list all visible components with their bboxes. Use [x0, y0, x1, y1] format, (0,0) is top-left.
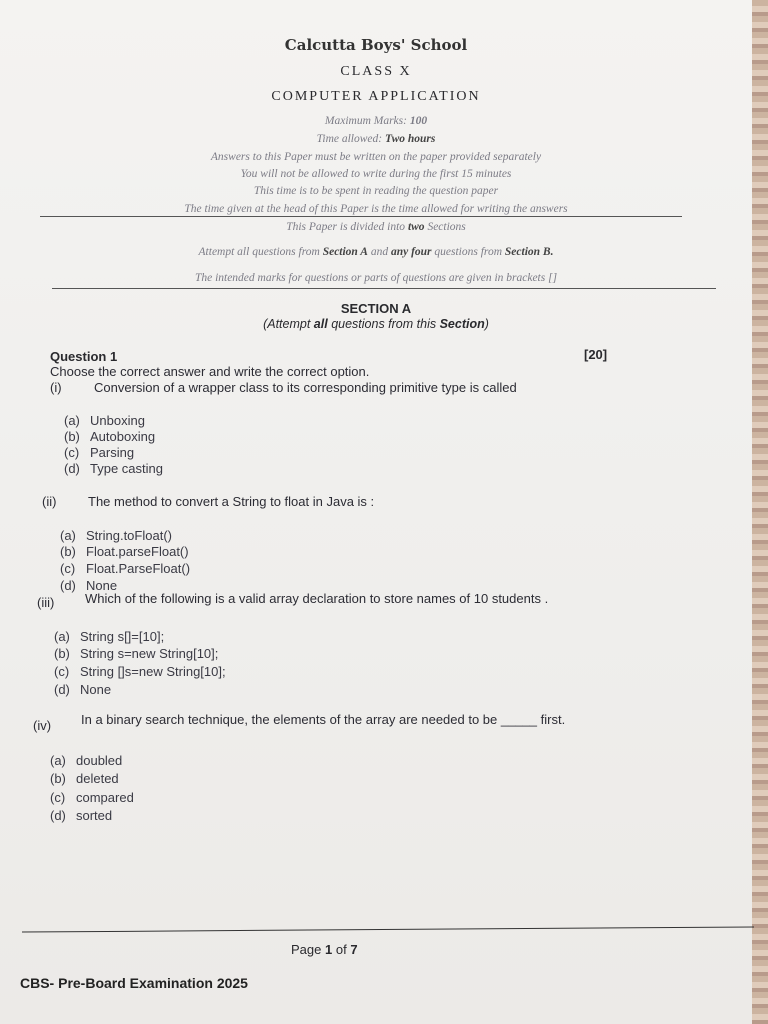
part-question: In a binary search technique, the elements of the array are needed to be _____ first. — [81, 712, 566, 727]
option-item: (d) Type casting — [64, 461, 163, 476]
part-question: Conversion of a wrapper class to its corresponding primitive type is called — [94, 380, 517, 395]
option-item: (c) Float.ParseFloat() — [60, 561, 191, 576]
instruction-line-5: This Paper is divided into two Sections — [286, 221, 466, 233]
instruction-line-3: This time is to be spent in reading the question paper — [253, 185, 499, 197]
exam-name: CBS- Pre-Board Examination 2025 — [20, 975, 248, 991]
max-marks: Maximum Marks: 100 — [324, 115, 428, 127]
school-name: Calcutta Boys' School — [284, 36, 468, 54]
instruction-line-1: Answers to this Paper must be written on the paper provided separately — [210, 151, 542, 163]
part-question: The method to convert a String to float in Java is : — [88, 494, 375, 509]
option-item: (b) deleted — [50, 771, 119, 786]
divider-rule — [52, 288, 716, 289]
option-item: (c) String []s=new String[10]; — [54, 664, 226, 679]
option-item: (b) String s=new String[10]; — [54, 646, 219, 661]
class-name: CLASS X — [340, 64, 412, 79]
option-item: (c) Parsing — [64, 445, 135, 460]
question-heading: Question 1 — [50, 349, 118, 364]
subject-title: COMPUTER APPLICATION — [271, 89, 481, 104]
question-marks: [20] — [584, 347, 608, 362]
part-number: (iii) — [37, 595, 55, 610]
option-item: (a) Unboxing — [64, 413, 145, 428]
page-number: Page 1 of 7 — [291, 942, 358, 957]
option-item: (b) Autoboxing — [64, 429, 156, 444]
instruction-line-4: The time given at the head of this Paper is the time allowed for writing the answers — [184, 203, 568, 215]
option-item: (a) String.toFloat() — [60, 528, 172, 543]
option-item: (a) doubled — [50, 753, 123, 768]
instruction-line-2: You will not be allowed to write during the first 15 minutes — [240, 168, 512, 180]
option-item: (a) String s[]=[10]; — [54, 629, 165, 644]
part-number: (i) — [50, 380, 62, 395]
instruction-line-6: Attempt all questions from Section A and any four questions from Section B. — [198, 246, 554, 258]
part-question: Which of the following is a valid array declaration to store names of 10 students . — [85, 591, 549, 606]
section-title: SECTION A — [340, 301, 412, 316]
part-number: (ii) — [42, 494, 57, 509]
page-edge-background — [752, 0, 768, 1024]
option-item: (d) sorted — [50, 808, 113, 823]
instruction-line-7: The intended marks for questions or parts of questions are given in brackets [] — [194, 272, 558, 284]
question-instruction: Choose the correct answer and write the correct option. — [50, 364, 370, 379]
option-item: (d) None — [60, 578, 118, 593]
option-item: (d) None — [54, 682, 112, 697]
section-instruction: (Attempt all questions from this Section) — [263, 317, 489, 331]
option-item: (c) compared — [50, 790, 134, 805]
option-item: (b) Float.parseFloat() — [60, 544, 189, 559]
part-number: (iv) — [33, 718, 52, 733]
divider-rule — [40, 216, 682, 217]
time-allowed: Time allowed: Two hours — [316, 133, 436, 145]
